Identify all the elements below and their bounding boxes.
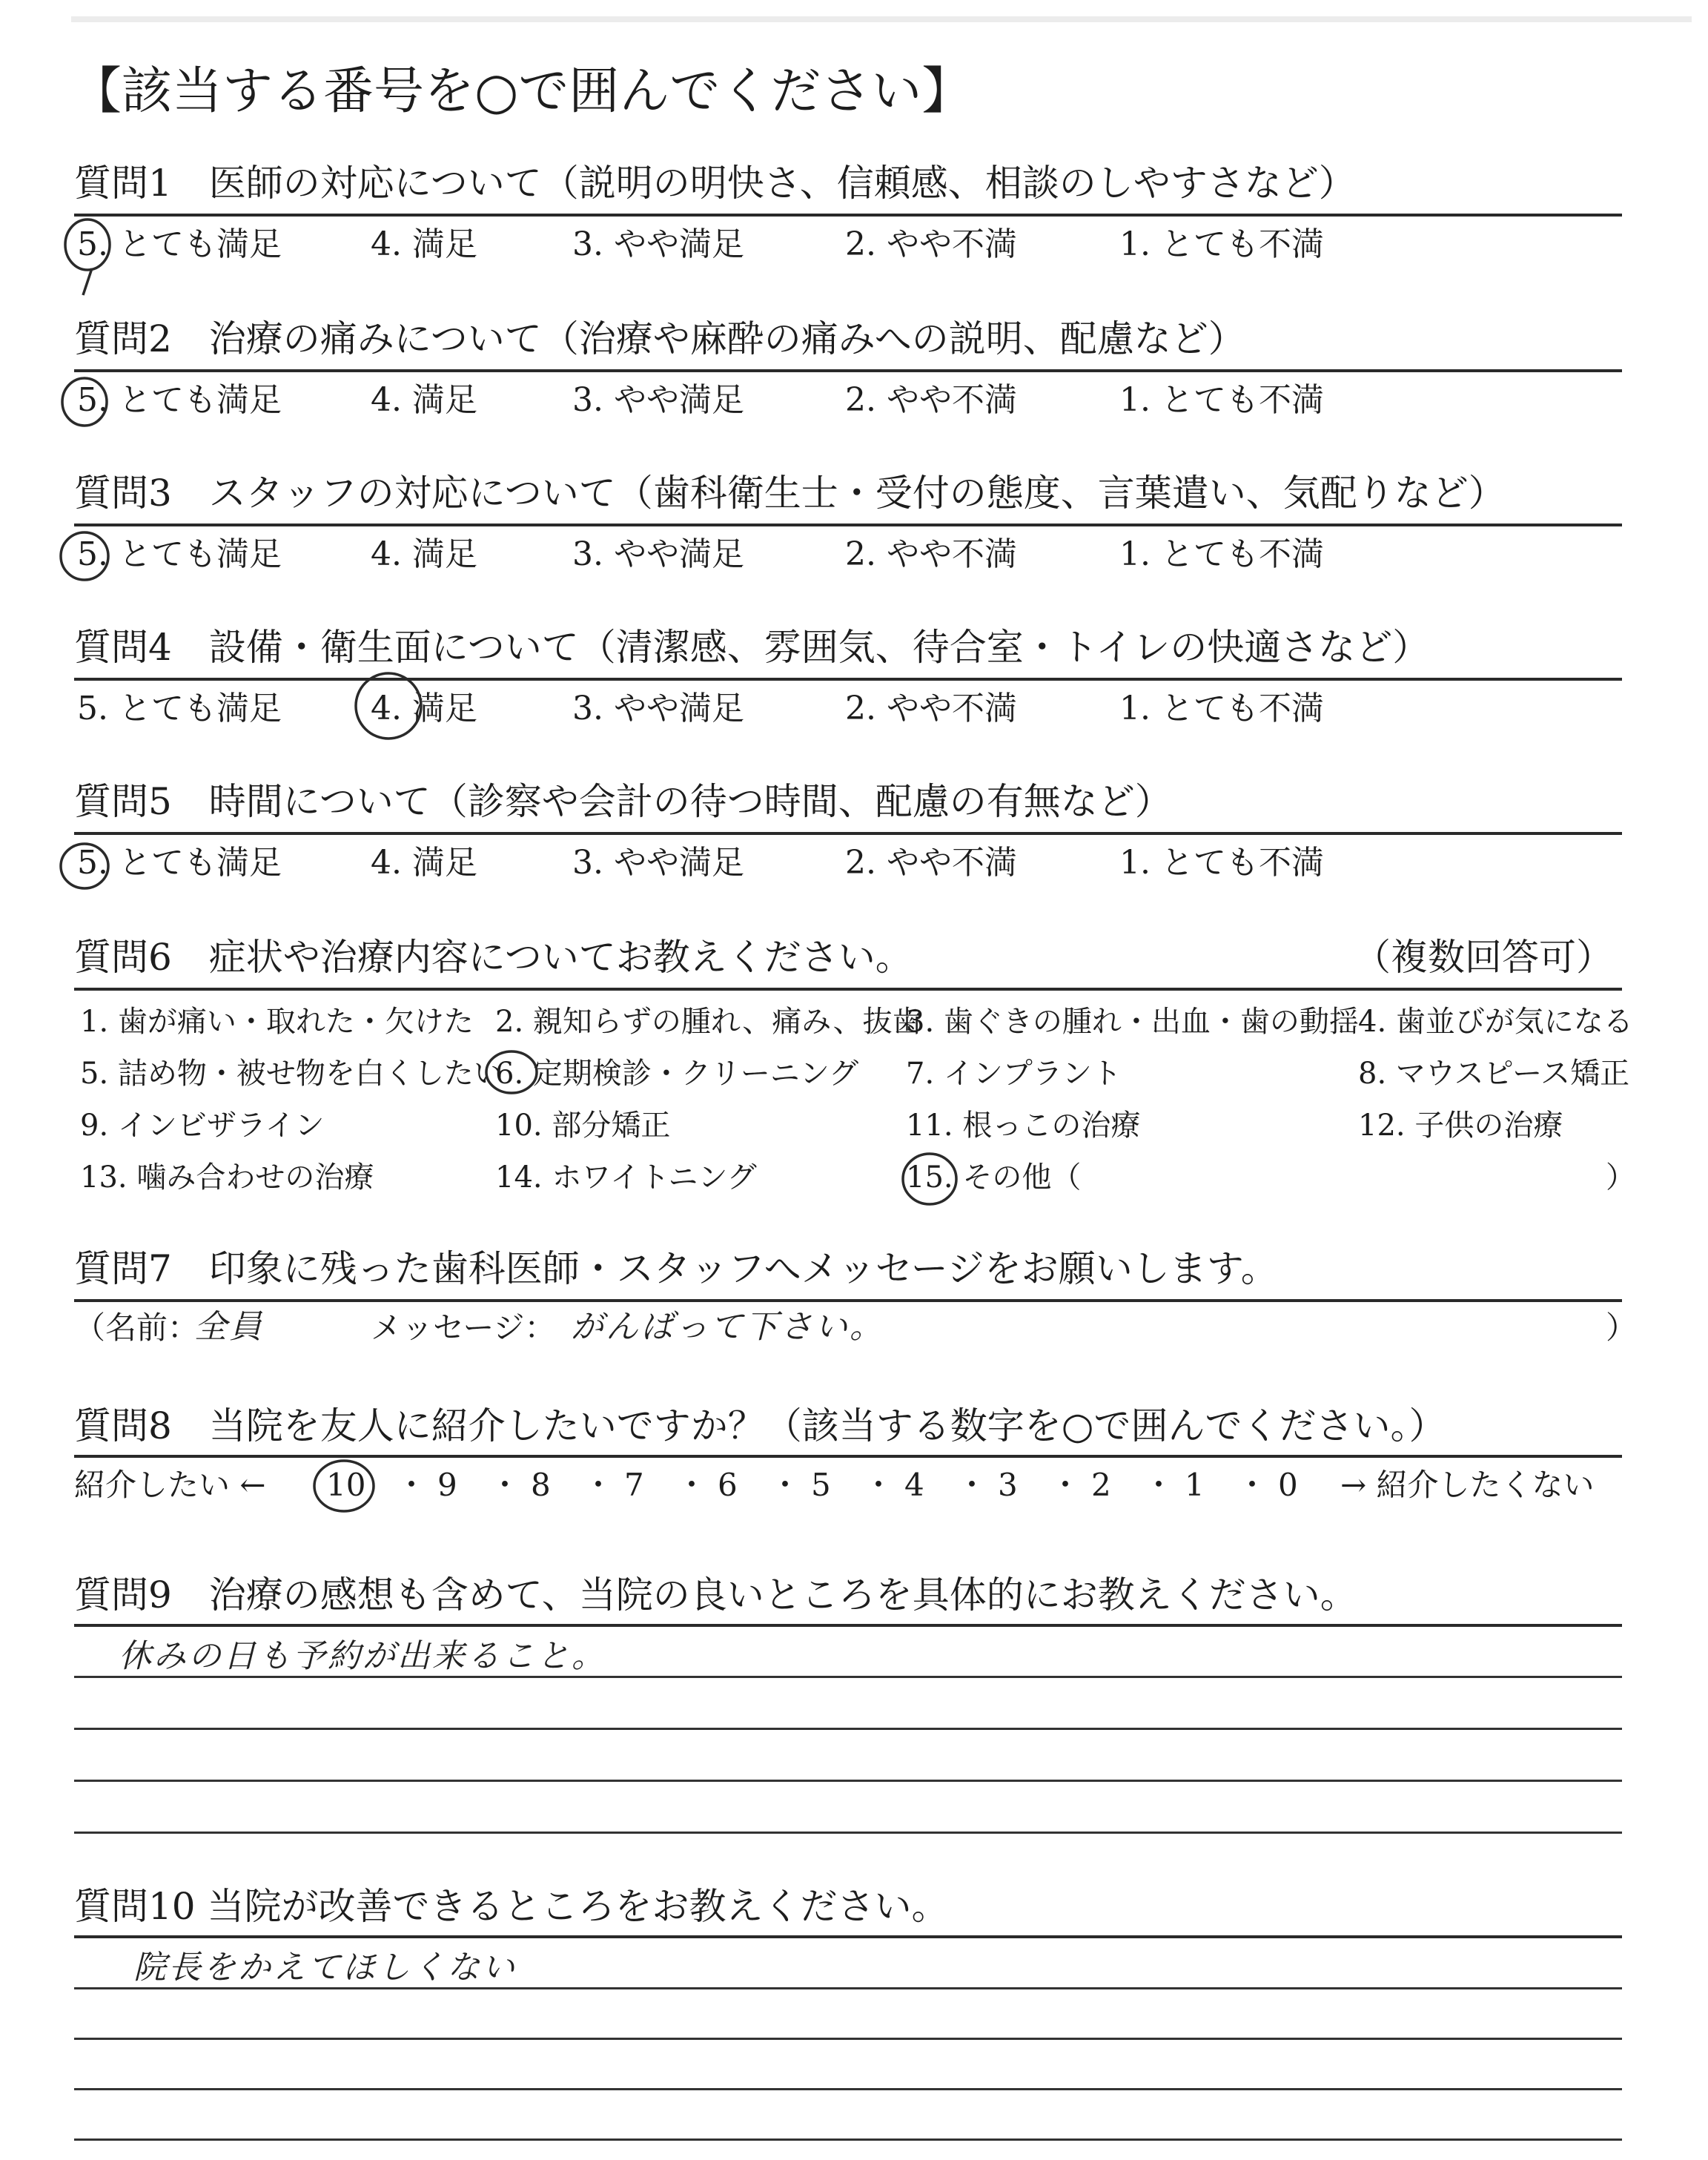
q8-selection-circle — [314, 1461, 374, 1511]
symptom-option-1[interactable]: 1. 歯が痛い・取れた・欠けた — [80, 1005, 474, 1039]
symptom-option-8[interactable]: 8. マウスピース矯正 — [1358, 1057, 1630, 1091]
rating-option-2[interactable]: 2. やや不満 — [845, 535, 1017, 573]
rating-option-4[interactable]: 4. 満足 — [371, 381, 477, 419]
rating-option-4[interactable]: 4. 満足 — [371, 690, 477, 727]
recommend-right-label: → 紹介したくない — [1340, 1467, 1595, 1503]
good-points-answer[interactable]: 休みの日も予約が出来ること。 — [119, 1637, 606, 1675]
rating-option-2[interactable]: 2. やや不満 — [845, 381, 1017, 419]
symptom-option-15[interactable]: 15. その他（ — [906, 1160, 1082, 1195]
symptom-option-2[interactable]: 2. 親知らずの腫れ、痛み、抜歯 — [495, 1005, 922, 1039]
symptom-option-12[interactable]: 12. 子供の治療 — [1358, 1109, 1563, 1143]
symptom-option-5[interactable]: 5. 詰め物・被せ物を白くしたい — [80, 1057, 503, 1091]
recommend-left-label: 紹介したい ← — [74, 1467, 266, 1503]
question-4: 質問4 設備・衛生面について（清潔感、雰囲気、待合室・トイレの快適さなど） — [74, 626, 1430, 669]
rating-option-3[interactable]: 3. やや満足 — [572, 381, 744, 419]
rating-option-5[interactable]: 5. とても満足 — [77, 381, 282, 419]
dot-separator: ・ — [489, 1467, 521, 1503]
question-9: 質問9 治療の感想も含めて、当院の良いところを具体的にお教えください。 — [74, 1573, 1357, 1616]
symptom-option-4[interactable]: 4. 歯並びが気になる — [1358, 1005, 1633, 1039]
question-7: 質問7 印象に残った歯科医師・スタッフへメッセージをお願いします。 — [74, 1247, 1278, 1290]
rating-option-4[interactable]: 4. 満足 — [371, 844, 477, 882]
score-0[interactable]: 0 — [1278, 1467, 1298, 1503]
dot-separator: ・ — [1050, 1467, 1082, 1503]
rating-option-3[interactable]: 3. やや満足 — [572, 535, 744, 573]
dot-separator: ・ — [676, 1467, 708, 1503]
question-8: 質問8 当院を友人に紹介したいですか？（該当する数字を○で囲んでください。） — [74, 1404, 1446, 1447]
rating-option-1[interactable]: 1. とても不満 — [1119, 690, 1324, 727]
score-7[interactable]: 7 — [624, 1467, 644, 1503]
score-3[interactable]: 3 — [998, 1467, 1018, 1503]
rating-option-1[interactable]: 1. とても不満 — [1119, 225, 1324, 263]
score-8[interactable]: 8 — [531, 1467, 551, 1503]
dot-separator: ・ — [583, 1467, 615, 1503]
score-4[interactable]: 4 — [904, 1467, 924, 1503]
q1-selection-circle — [65, 219, 110, 270]
dot-separator: ・ — [396, 1467, 428, 1503]
q3-selection-circle — [61, 532, 108, 580]
message-label: メッセージ： — [371, 1309, 556, 1346]
multiple-answers-note: （複数回答可） — [1354, 936, 1613, 979]
dot-separator: ・ — [956, 1467, 988, 1503]
symptom-option-11[interactable]: 11. 根っこの治療 — [906, 1109, 1141, 1143]
dot-separator: ・ — [769, 1467, 801, 1503]
rating-option-2[interactable]: 2. やや不満 — [845, 844, 1017, 882]
symptom-option-6[interactable]: 6. 定期検診・クリーニング — [495, 1057, 859, 1091]
rating-option-1[interactable]: 1. とても不満 — [1119, 381, 1324, 419]
symptom-option-7[interactable]: 7. インプラント — [906, 1057, 1122, 1091]
rating-option-1[interactable]: 1. とても不満 — [1119, 535, 1324, 573]
dot-separator: ・ — [863, 1467, 895, 1503]
dot-separator: ・ — [1143, 1467, 1175, 1503]
rating-option-1[interactable]: 1. とても不満 — [1119, 844, 1324, 882]
message-answer[interactable]: がんばって下さい。 — [571, 1308, 884, 1346]
q6-selection-circle-15 — [903, 1154, 956, 1204]
symptom-option-13[interactable]: 13. 噛み合わせの治療 — [80, 1160, 374, 1195]
dot-separator: ・ — [1237, 1467, 1268, 1503]
score-10[interactable]: 10 — [326, 1467, 366, 1503]
rating-option-2[interactable]: 2. やや不満 — [845, 225, 1017, 263]
message-close-paren: ） — [1606, 1309, 1638, 1346]
symptom-option-10[interactable]: 10. 部分矯正 — [495, 1109, 671, 1143]
rating-option-5[interactable]: 5. とても満足 — [77, 844, 282, 882]
rating-option-4[interactable]: 4. 満足 — [371, 225, 477, 263]
score-5[interactable]: 5 — [811, 1467, 831, 1503]
symptom-option-14[interactable]: 14. ホワイトニング — [495, 1160, 757, 1195]
q6-selection-circle-6 — [486, 1051, 537, 1093]
rating-option-3[interactable]: 3. やや満足 — [572, 225, 744, 263]
rating-option-5[interactable]: 5. とても満足 — [77, 225, 282, 263]
rating-option-4[interactable]: 4. 満足 — [371, 535, 477, 573]
score-9[interactable]: 9 — [437, 1467, 457, 1503]
improvement-answer[interactable]: 院長をかえてほしくない — [133, 1949, 517, 1986]
q4-selection-circle — [356, 673, 421, 739]
symptom-option-3[interactable]: 3. 歯ぐきの腫れ・出血・歯の動揺 — [906, 1005, 1359, 1039]
question-6: 質問6 症状や治療内容についてお教えください。 — [74, 936, 913, 979]
q5-selection-circle — [61, 844, 108, 888]
pen-stroke — [83, 268, 92, 295]
question-1: 質問1 医師の対応について（説明の明快さ、信頼感、相談のしやすさなど） — [74, 162, 1356, 205]
rating-option-3[interactable]: 3. やや満足 — [572, 844, 744, 882]
question-5: 質問5 時間について（診察や会計の待つ時間、配慮の有無など） — [74, 780, 1172, 823]
score-2[interactable]: 2 — [1091, 1467, 1111, 1503]
form-title: 【該当する番号を○で囲んでください】 — [71, 62, 973, 121]
name-answer[interactable]: 全員 — [194, 1308, 264, 1346]
question-10: 質問10 当院が改善できるところをお教えください。 — [74, 1885, 949, 1928]
q2-selection-circle — [62, 378, 107, 426]
rating-option-5[interactable]: 5. とても満足 — [77, 690, 282, 727]
question-3: 質問3 スタッフの対応について（歯科衛生士・受付の態度、言葉遣い、気配りなど） — [74, 472, 1506, 515]
name-label: （名前： — [74, 1309, 199, 1346]
rating-option-2[interactable]: 2. やや不満 — [845, 690, 1017, 727]
score-6[interactable]: 6 — [718, 1467, 738, 1503]
question-2: 質問2 治療の痛みについて（治療や麻酔の痛みへの説明、配慮など） — [74, 317, 1245, 360]
symptom-option-9[interactable]: 9. インビザライン — [80, 1109, 325, 1143]
rating-option-5[interactable]: 5. とても満足 — [77, 535, 282, 573]
score-1[interactable]: 1 — [1185, 1467, 1205, 1503]
rating-option-3[interactable]: 3. やや満足 — [572, 690, 744, 727]
other-close-paren: ） — [1606, 1160, 1635, 1195]
